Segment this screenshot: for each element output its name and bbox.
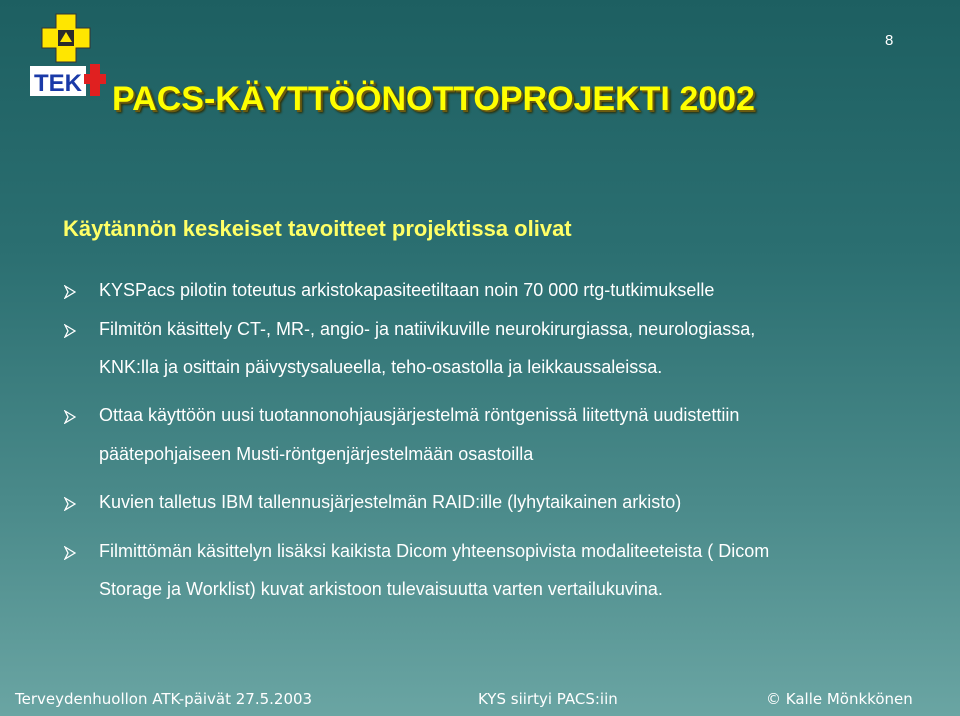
arrowhead-bullet-icon [64, 285, 76, 299]
bullet-text: Filmittömän käsittelyn lisäksi kaikista Dicom yhteensopivista modaliteeteista ( Dicom [99, 541, 770, 561]
footer-author: © Kalle Mönkkönen [766, 690, 913, 708]
footer-topic: KYS siirtyi PACS:iin [478, 690, 618, 708]
footer-event: Terveydenhuollon ATK-päivät 27.5.2003 [15, 690, 313, 708]
bullet-text: KYSPacs pilotin toteutus arkistokapasiteetiltaan noin 70 000 rtg-tutkimukselle [99, 280, 715, 300]
arrowhead-bullet-icon [64, 410, 76, 424]
bullet-text-continuation: päätepohjaiseen Musti-röntgenjärjestelmään osastoilla [99, 444, 534, 464]
tek-logo-icon [30, 62, 106, 100]
arrowhead-bullet-icon [64, 324, 76, 338]
arrowhead-bullet-icon [64, 546, 76, 560]
page-title: PACS-KÄYTTÖÖNOTTOPROJEKTI 2002 [112, 80, 755, 118]
tek-logo-text: TEK [34, 70, 82, 97]
section-subtitle: Käytännön keskeiset tavoitteet projektissa olivat [63, 216, 572, 241]
bullet-text-continuation: Storage ja Worklist) kuvat arkistoon tulevaisuutta varten vertailukuvina. [99, 579, 663, 599]
bullet-text: Ottaa käyttöön uusi tuotannonohjausjärjestelmä röntgenissä liitettynä uudistettiin [99, 405, 740, 425]
arrowhead-bullet-icon [64, 497, 76, 511]
slide-number: 8 [885, 32, 894, 49]
bullet-text: Filmitön käsittely CT-, MR-, angio- ja natiivikuville neurokirurgiassa, neurologiassa, [99, 319, 756, 339]
bullet-text-continuation: KNK:lla ja osittain päivystysalueella, teho-osastolla ja leikkaussaleissa. [99, 357, 663, 377]
bullet-text: Kuvien talletus IBM tallennusjärjestelmän RAID:ille (lyhytaikainen arkisto) [99, 492, 682, 512]
emblem-logo-icon [40, 12, 92, 64]
